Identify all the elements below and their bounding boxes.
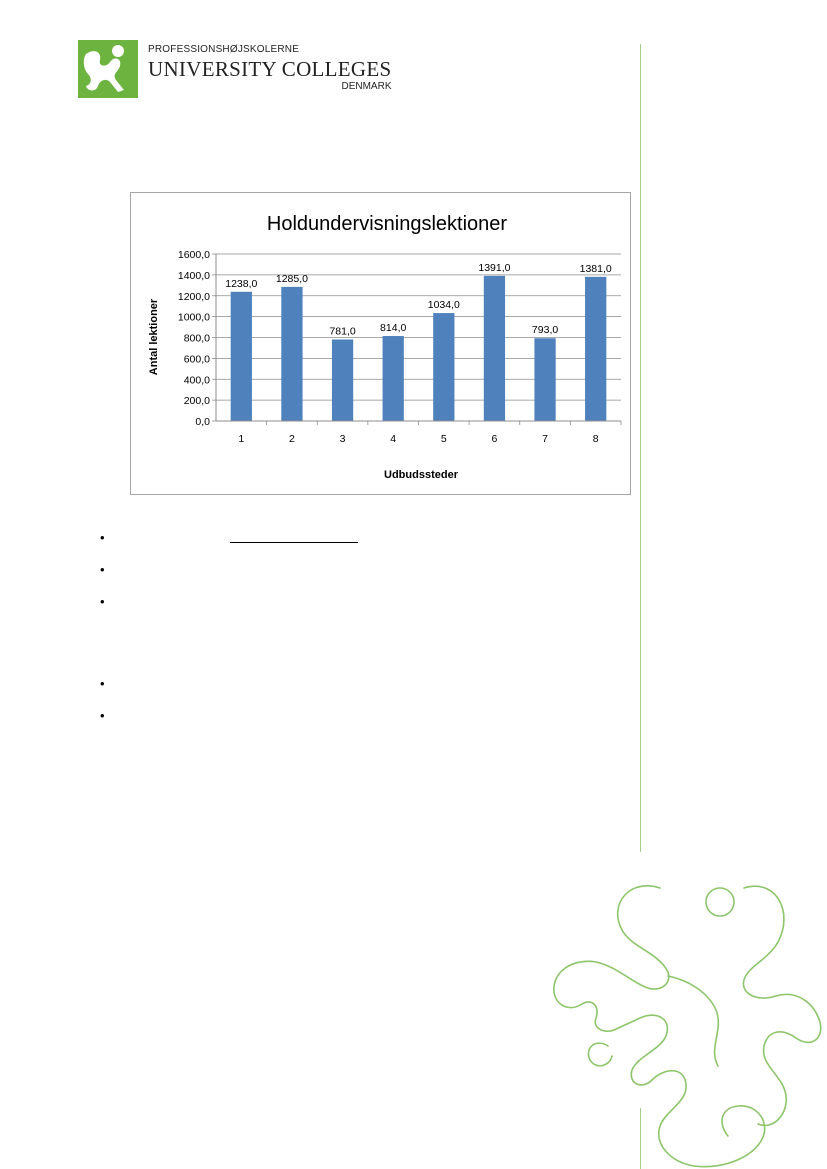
logo-line-1: PROFESSIONSHØJSKOLERNE bbox=[148, 44, 300, 55]
data-label: 1034,0 bbox=[427, 299, 460, 312]
bullet-marker: • bbox=[100, 708, 105, 723]
x-tick-label: 3 bbox=[339, 433, 346, 445]
x-tick-label: 4 bbox=[390, 433, 397, 445]
y-tick-label: 1400,0 bbox=[177, 269, 210, 282]
y-axis-label: Antal lektioner bbox=[148, 298, 160, 376]
bar bbox=[383, 336, 404, 421]
data-label: 1391,0 bbox=[478, 261, 511, 274]
data-label: 793,0 bbox=[531, 324, 559, 337]
x-tick-label: 6 bbox=[491, 433, 498, 445]
y-tick-label: 1600,0 bbox=[177, 249, 210, 261]
y-tick-label: 200,0 bbox=[183, 395, 210, 408]
logo-wordmark bbox=[148, 44, 392, 92]
bar bbox=[433, 313, 454, 421]
data-label: 1238,0 bbox=[225, 277, 258, 290]
bullet-marker: • bbox=[100, 594, 105, 609]
logo-line-2: UNIVERSITY COLLEGES bbox=[148, 57, 392, 81]
bullet-marker: • bbox=[100, 676, 105, 691]
y-tick-label: 800,0 bbox=[183, 332, 210, 345]
underline-rule bbox=[230, 542, 358, 543]
bar bbox=[534, 338, 555, 421]
bar bbox=[585, 277, 606, 421]
x-tick-label: 1 bbox=[238, 433, 245, 445]
bullet-marker: • bbox=[100, 530, 105, 545]
decorative-ornament-icon bbox=[548, 880, 827, 1169]
data-label: 781,0 bbox=[329, 325, 356, 338]
bullet-marker: • bbox=[100, 562, 105, 577]
bars bbox=[225, 262, 612, 421]
y-tick-label: 600,0 bbox=[183, 353, 210, 366]
bar bbox=[281, 287, 302, 421]
chart-title: Holdundervisningslektioner bbox=[266, 213, 508, 235]
y-tick-label: 1200,0 bbox=[177, 290, 210, 303]
university-colleges-logo-icon bbox=[78, 40, 138, 98]
chart-frame bbox=[130, 192, 631, 495]
bar-chart bbox=[131, 193, 630, 494]
data-label: 1285,0 bbox=[275, 272, 308, 285]
y-tick-label: 1000,0 bbox=[177, 311, 210, 324]
bar bbox=[332, 339, 353, 421]
y-tick-label: 0,0 bbox=[195, 416, 210, 428]
x-tick-label: 5 bbox=[440, 433, 447, 445]
margin-rule-top bbox=[640, 44, 641, 852]
y-tick-label: 400,0 bbox=[183, 374, 210, 387]
x-axis-label: Udbudssteder bbox=[384, 469, 458, 481]
data-label: 1381,0 bbox=[579, 262, 612, 275]
bar bbox=[484, 276, 505, 421]
logo-line-3: DENMARK bbox=[341, 81, 392, 92]
x-tick-label: 2 bbox=[289, 433, 295, 445]
data-label: 814,0 bbox=[380, 322, 407, 335]
x-tick-label: 7 bbox=[542, 433, 548, 445]
bar bbox=[231, 292, 252, 421]
x-tick-label: 8 bbox=[592, 433, 599, 445]
